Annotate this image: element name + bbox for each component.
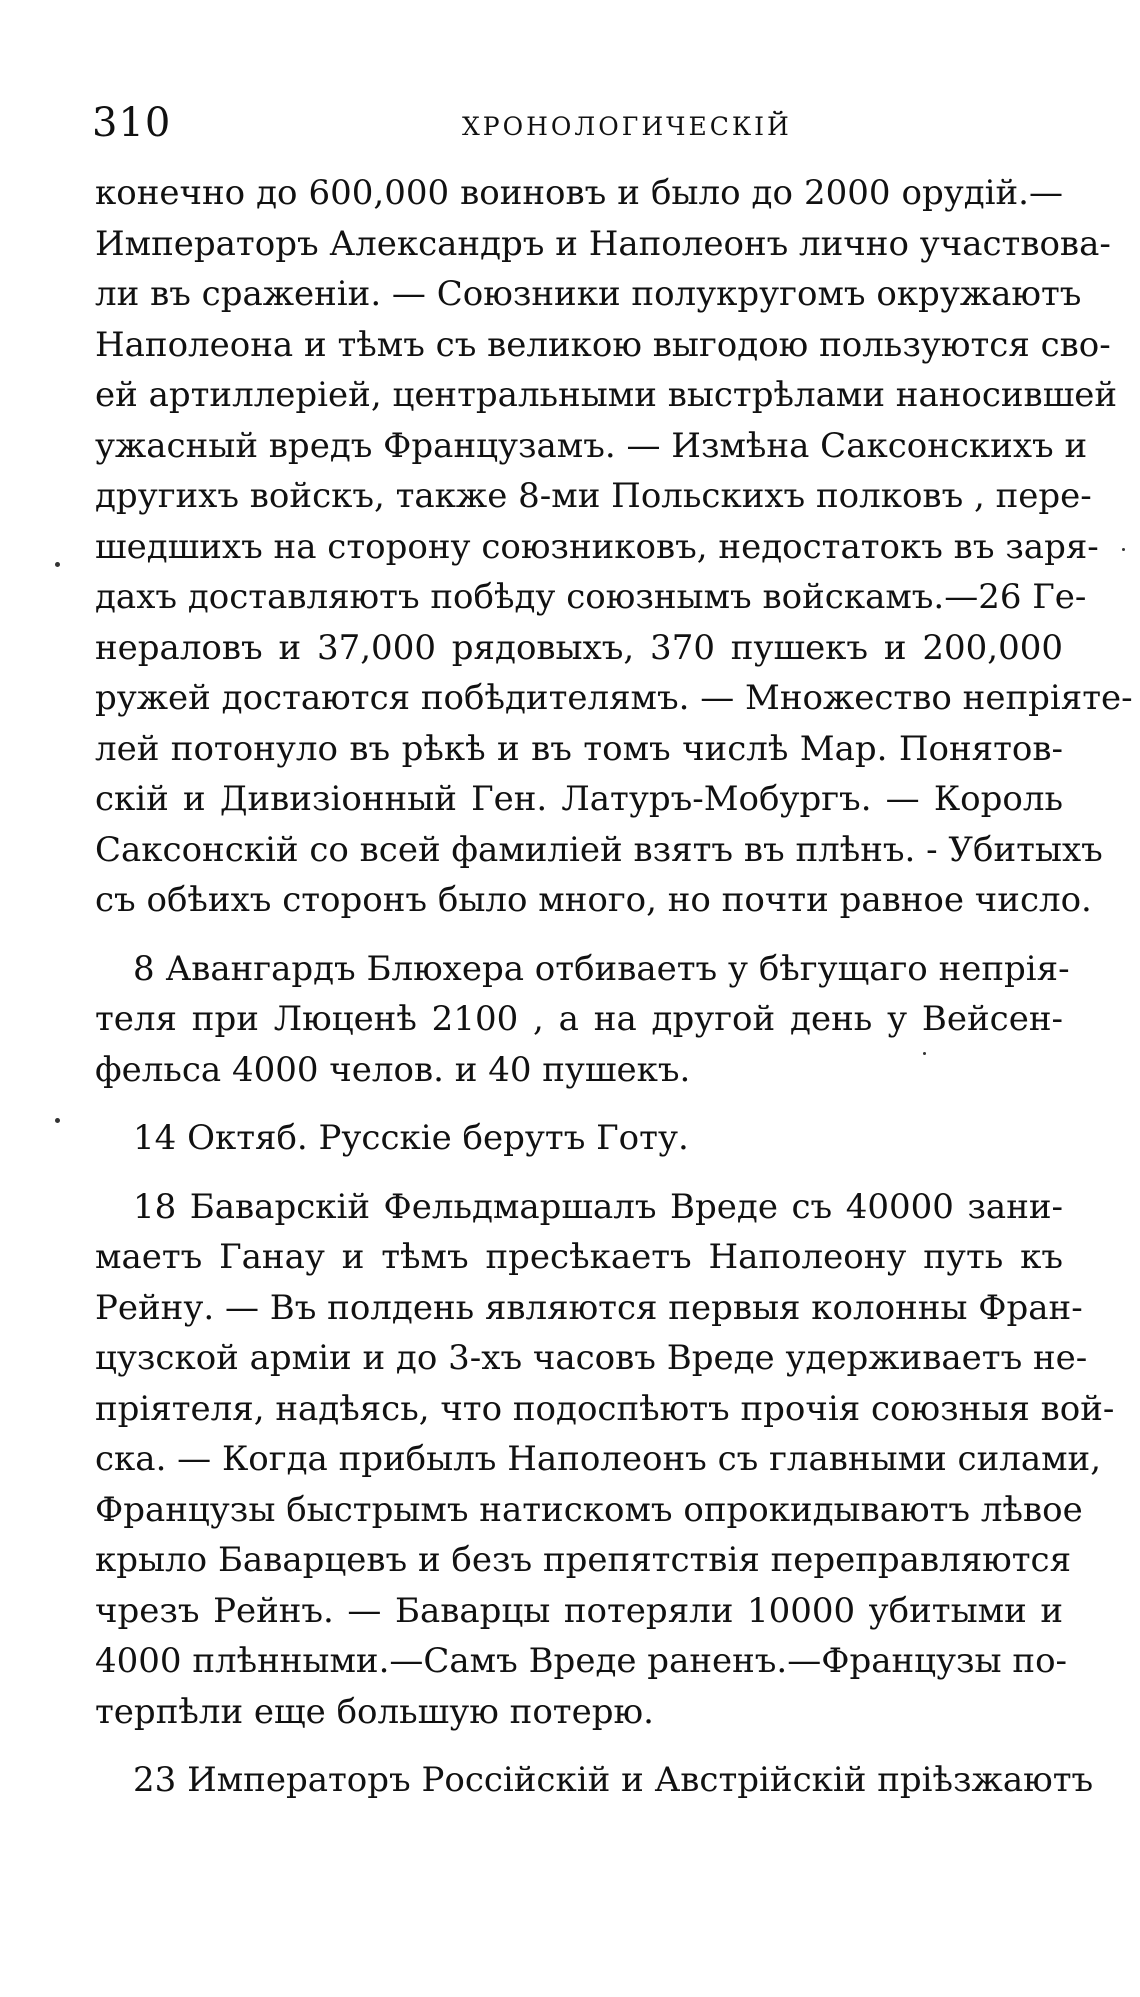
text-line: другихъ войскъ, также 8-ми Польскихъ полковъ , пере-: [95, 476, 1092, 516]
text-line: Саксонскій со всей фамиліей взятъ въ плѣнъ. - Убитыхъ: [95, 829, 1103, 870]
text-line: шедшихъ на сторону союзниковъ, недостатокъ въ заря-: [95, 526, 1099, 567]
text-line: ей артиллеріей, центральными выстрѣлами наносившей: [95, 375, 1118, 415]
text-line: лей потонуло въ рѣкѣ и въ томъ числѣ Мар. Понятов-: [95, 728, 1063, 769]
body-text: [95, 168, 1133, 1806]
text-line: нераловъ и 37,000 рядовыхъ, 370 пушекъ и 200,000: [95, 627, 1063, 668]
page-header: [92, 100, 1052, 160]
text-line: маетъ Ганау и тѣмъ пресѣкаетъ Наполеону путь къ: [95, 1237, 1063, 1277]
text-line: цузской арміи и до 3-хъ часовъ Вреде удерживаетъ не-: [95, 1338, 1088, 1378]
text-line: Наполеона и тѣмъ съ великою выгодою пользуются сво-: [95, 324, 1111, 365]
ink-speck: [1122, 548, 1125, 551]
paragraph-entry-18: [95, 1182, 1115, 1738]
text-line: пріятеля, надѣясь, что подоспѣютъ прочія союзныя вой-: [95, 1388, 1115, 1429]
text-line: ужасный вредъ Французамъ. — Измѣна Саксонскихъ и: [95, 425, 1088, 466]
text-line: Рейну. — Въ полдень являются первыя колонны Фран-: [95, 1287, 1083, 1328]
text-line: 14 Октяб. Русскіе берутъ Готу.: [133, 1118, 689, 1158]
text-line: терпѣли еще большую потерю.: [95, 1691, 654, 1732]
text-line: ли въ сраженіи. — Союзники полукругомъ окружаютъ: [95, 274, 1082, 314]
text-line: Французы быстрымъ натискомъ опрокидываютъ лѣвое: [95, 1489, 1083, 1530]
text-line: теля при Люценѣ 2100 , а на другой день у Вейсен-: [95, 999, 1063, 1039]
ink-speck: [923, 1052, 926, 1055]
text-line: ружей достаются побѣдителямъ. — Множество непріяте-: [95, 678, 1133, 718]
running-head: ХРОНОЛОГИЧЕСКІЙ: [462, 112, 792, 141]
page-number: 310: [92, 100, 172, 146]
text-line: 18 Баварскій Фельдмаршалъ Вреде съ 40000 зани-: [133, 1186, 1063, 1227]
text-line: 4000 плѣнными.—Самъ Вреде раненъ.—Французы по-: [95, 1641, 1068, 1681]
paragraph-entry-8: [95, 944, 1070, 1096]
text-line: 8 Авангардъ Блюхера отбиваетъ у бѣгущаго непрія-: [133, 948, 1070, 989]
text-line: крыло Баварцевъ и безъ препятствія переправляются: [95, 1540, 1072, 1580]
text-line: ска. — Когда прибылъ Наполеонъ съ главными силами,: [95, 1439, 1102, 1479]
text-line: дахъ доставляютъ побѣду союзнымъ войскамъ.—26 Ге-: [95, 577, 1087, 617]
text-line: скій и Дивизіонный Ген. Латуръ-Мобургъ. — Король: [95, 779, 1063, 819]
paragraph-battle-account: [95, 168, 1133, 926]
ink-speck: [55, 1118, 60, 1123]
text-line: съ обѣихъ сторонъ было много, но почти равное число.: [95, 880, 1092, 920]
text-line: 23 Императоръ Россійскій и Австрійскій пріѣзжаютъ: [133, 1760, 1094, 1800]
text-line: фельса 4000 челов. и 40 пушекъ.: [95, 1049, 691, 1090]
text-line: чрезъ Рейнъ. — Баварцы потеряли 10000 убитыми и: [95, 1590, 1063, 1631]
text-line: конечно до 600,000 воиновъ и было до 2000 орудій.—: [95, 173, 1063, 213]
text-line: Императоръ Александръ и Наполеонъ лично участвова-: [95, 223, 1111, 264]
ink-speck: [55, 562, 60, 567]
paragraph-entry-14: [95, 1113, 1063, 1164]
paragraph-entry-23: [95, 1755, 1094, 1806]
